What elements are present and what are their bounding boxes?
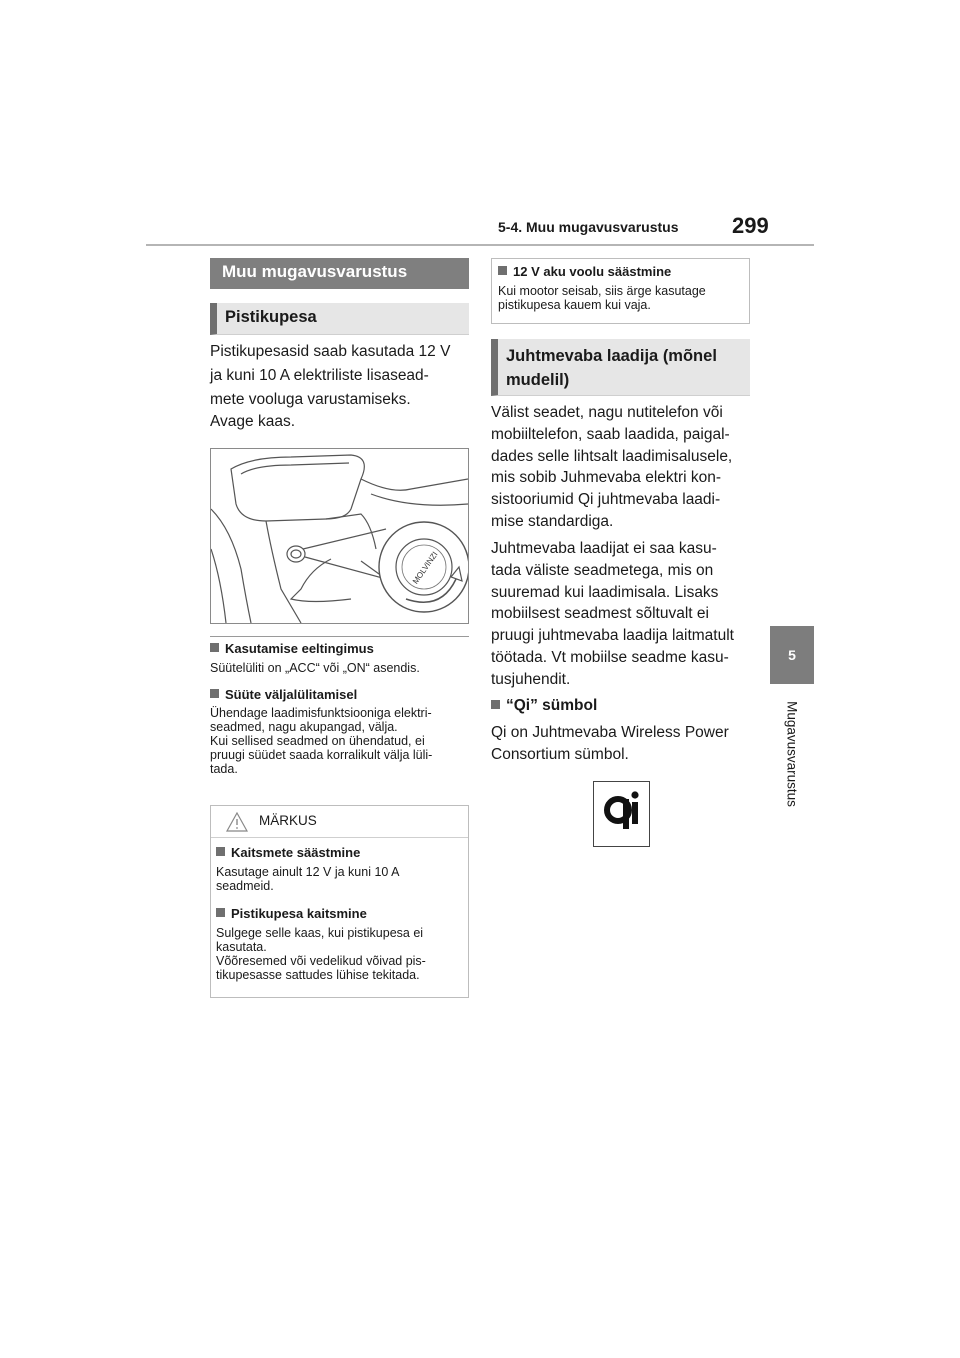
intro-line: mete vooluga varustamiseks. [210,391,411,408]
paragraph-line: mis sobib Juhmevaba elektri kon- [491,469,722,487]
section-title: Muu mugavusvarustus [210,258,469,289]
chapter-title: Mugavusvarustus [784,701,800,807]
item-text: Süütelüliti on „ACC“ või „ON“ asendis. [210,661,420,675]
paragraph-line: sistooriumid Qi juhtmevaba laadi- [491,491,721,509]
notice-box [210,805,469,998]
tip-title-text: 12 V aku voolu säästmine [513,264,672,279]
warning-triangle-icon [226,812,248,832]
square-bullet-icon [216,847,225,856]
notice-header [211,806,468,838]
notice-line: Sulgege selle kaas, kui pistikupesa ei [216,926,424,940]
item-line: Kui sellised seadmed on ühendatud, ei [210,734,425,748]
subheading-line: mudelil) [506,371,570,389]
paragraph-line: Välist seadet, nagu nutitelefon või [491,404,723,421]
conditions-list [210,641,472,776]
notice-item-title [216,845,468,860]
item-text-block [210,706,472,776]
paragraph-line: mobiilsest seadmest sõltuvalt ei [491,605,709,623]
subheading-wireless-charger [491,339,750,396]
tip-line: Kui mootor seisab, siis ärge kasutage [498,284,706,298]
square-bullet-icon [498,266,507,275]
section-divider [210,636,469,637]
item-line: tada. [210,762,238,776]
notice-line: Võõresemed või vedelikud võivad pis- [216,954,426,968]
tip-text [498,284,749,312]
subheading-line: Juhtmevaba laadija (mõnel [506,347,717,365]
paragraph-line: Juhtmevaba laadijat ei saa kasu- [491,540,717,557]
paragraph-line: tada väliste seadmetega, mis on [491,561,714,579]
paragraph-line: Qi on Juhtmevaba Wireless Power [491,724,729,741]
notice-text [216,926,468,982]
notice-content [211,838,468,982]
tip-line: pistikupesa kauem kui vaja. [498,298,651,312]
section-header: 5-4. Muu mugavusvarustus [498,219,679,235]
paragraph-line: suuremad kui laadimisala. Lisaks [491,583,719,601]
paragraph-line: dades selle lihtsalt laadimisalusele, [491,447,733,465]
qi-paragraph [491,722,761,766]
list-item-title [210,641,472,656]
notice-line: Kasutage ainult 12 V ja kuni 10 A [216,865,400,879]
square-bullet-icon [210,689,219,698]
item-title-text: Süüte väljalülitamisel [225,687,358,702]
notice-line: kasutata. [216,940,267,954]
wireless-paragraph-2 [491,538,761,691]
qi-heading-text: “Qi” sümbol [506,697,598,714]
item-line: Ühendage laadimisfunktsiooniga elektri- [210,706,432,720]
notice-title-text: Kaitsmete säästmine [231,845,361,860]
square-bullet-icon [210,643,219,652]
notice-label: MÄRKUS [259,813,317,828]
chapter-side-label [770,684,814,824]
tip-title [498,264,749,279]
paragraph-line: mise standardiga. [491,512,614,530]
chapter-number: 5 [788,647,796,663]
outlet-cap-label: MOLVINZI [410,550,440,586]
paragraph-line: Consortium sümbol. [491,745,629,763]
wireless-paragraph-1 [491,402,761,533]
notice-item-title [216,906,468,921]
paragraph-line: mobiiltelefon, saab laadida, paigal- [491,425,730,443]
header-divider [146,244,814,246]
notice-text [216,865,468,893]
intro-line: Pistikupesasid saab kasutada 12 V [210,343,451,360]
subheading-pistikupesa: Pistikupesa [210,303,469,335]
page-number: 299 [732,213,769,238]
console-outlet-drawing [211,449,468,623]
tip-box [491,258,750,324]
notice-line: tikupesasse sattudes lühise tekitada. [216,968,420,982]
intro-line: ja kuni 10 A elektriliste lisasead- [210,367,429,384]
item-line: seadmed, nagu akupangad, välja. [210,720,398,734]
paragraph-line: töötada. Vt mobiilse seadme kasu- [491,648,729,666]
chapter-tab [770,626,814,684]
tip-content [492,259,749,312]
list-item-title [210,687,472,702]
notice-title-text: Pistikupesa kaitsmine [231,906,367,921]
notice-line: seadmeid. [216,879,274,893]
square-bullet-icon [491,700,500,709]
instruction-text: Avage kaas. [210,413,296,430]
item-line: pruugi süüdet saada korralikult välja lüli- [210,748,433,762]
paragraph-line: pruugi juhtmevaba laadija laitmatult [491,627,734,645]
qi-wireless-charging-icon [593,781,650,847]
paragraph-line: tusjuhendit. [491,670,571,688]
intro-paragraph [210,340,480,412]
square-bullet-icon [216,908,225,917]
item-title-text: Kasutamise eeltingimus [225,641,374,656]
power-outlet-illustration [210,448,469,624]
qi-heading [491,697,597,715]
